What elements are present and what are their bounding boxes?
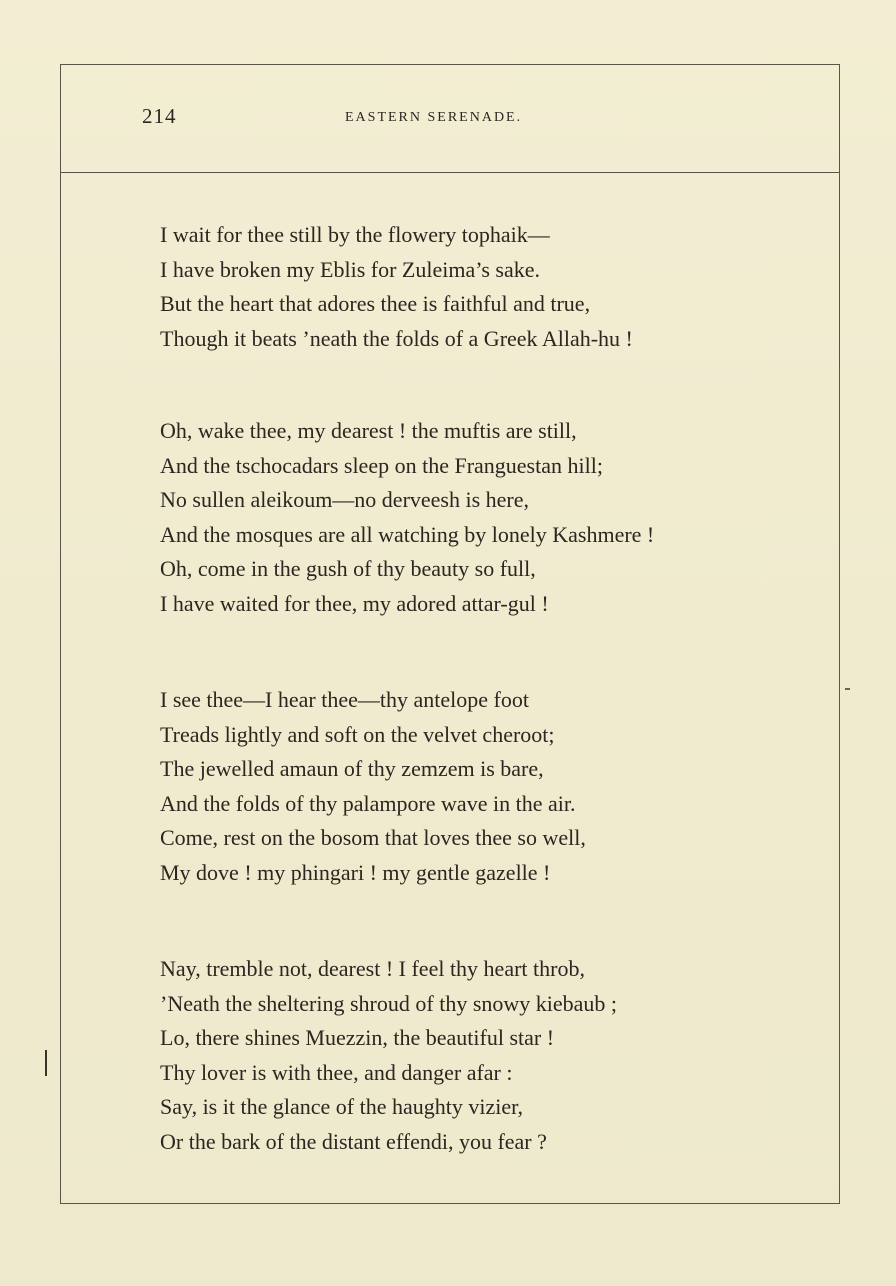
poem-line: Nay, tremble not, dearest ! I feel thy heart throb, (160, 956, 585, 981)
poem-line: Or the bark of the distant effendi, you fear ? (160, 1128, 547, 1154)
stanza-3 (160, 683, 800, 890)
poem-line: I wait for thee still by the flowery tophaik— (160, 222, 550, 247)
stanza-2 (160, 414, 800, 621)
margin-tick (845, 688, 850, 690)
poem-line: But the heart that adores thee is faithful and true, (160, 291, 591, 316)
stanza-1 (160, 218, 800, 356)
poem-line: ’Neath the sheltering shroud of thy snowy kiebaub ; (160, 990, 618, 1016)
page-number: 214 (142, 104, 177, 128)
poem-line: Though it beats ’neath the folds of a Greek Allah-hu ! (160, 325, 633, 351)
running-title: EASTERN SERENADE. (345, 110, 523, 125)
poem-line: Thy lover is with thee, and danger afar : (160, 1059, 513, 1085)
poem-line: I have broken my Eblis for Zuleima’s sake. (160, 256, 541, 282)
stanza-4 (160, 952, 800, 1159)
margin-mark (45, 1050, 47, 1076)
poem-line: My dove ! my phingari ! my gentle gazelle ! (160, 859, 551, 885)
poem-line: Treads lightly and soft on the velvet cheroot; (160, 721, 555, 747)
poem-line: And the tschocadars sleep on the Franguestan hill; (160, 452, 603, 478)
poem-line: No sullen aleikoum—no derveesh is here, (160, 487, 530, 512)
poem-line: I see thee—I hear thee—thy antelope foot (160, 687, 529, 712)
header-divider (60, 172, 840, 173)
poem-line: Lo, there shines Muezzin, the beautiful star ! (160, 1025, 555, 1050)
poem-line: Say, is it the glance of the haughty vizier, (160, 1094, 524, 1119)
poem-line: And the mosques are all watching by lonely Kashmere ! (160, 521, 655, 547)
poem-line: I have waited for thee, my adored attar-gul ! (160, 590, 549, 616)
poem-line: Come, rest on the bosom that loves thee so well, (160, 825, 586, 850)
poem-line: Oh, come in the gush of thy beauty so full, (160, 556, 536, 581)
poem-line: And the folds of thy palampore wave in the air. (160, 790, 576, 816)
poem-line: Oh, wake thee, my dearest ! the muftis are still, (160, 418, 577, 443)
poem-line: The jewelled amaun of thy zemzem is bare, (160, 756, 544, 781)
